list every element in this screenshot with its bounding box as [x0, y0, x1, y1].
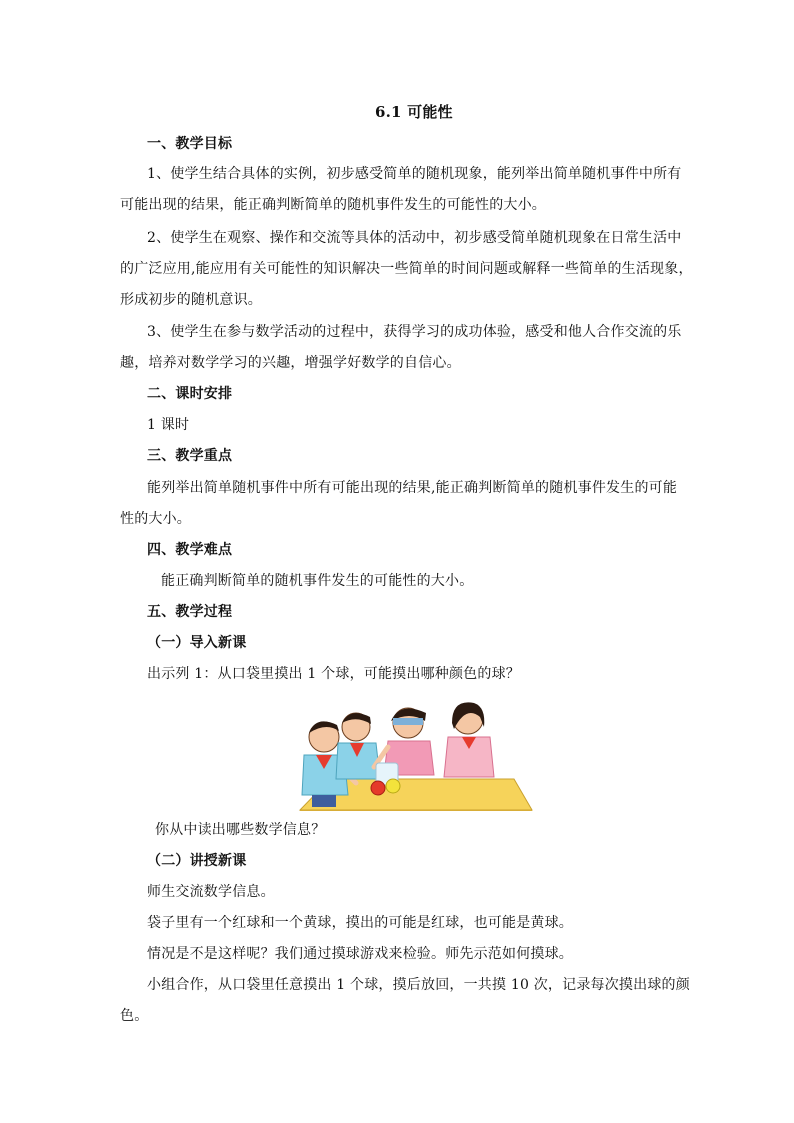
section-heading-process: 五、教学过程	[147, 604, 233, 620]
goal-1-line-2: 可能出现的结果，能正确判断简单的随机事件发生的可能性的大小。	[120, 197, 546, 213]
red-ball	[371, 781, 385, 795]
subsection-heading-intro: （一）导入新课	[147, 635, 247, 651]
lesson-line-1: 师生交流数学信息。	[147, 884, 275, 900]
goal-2-line-2: 的广泛应用,能应用有关可能性的知识解决一些简单的时间问题或解释一些简单的生活现象，	[120, 261, 693, 277]
page-title: 6.1 可能性	[375, 103, 453, 121]
section-heading-goals: 一、教学目标	[147, 136, 233, 152]
yellow-ball	[386, 779, 400, 793]
lesson-line-5: 色。	[120, 1008, 149, 1024]
section-heading-key-points: 三、教学重点	[147, 448, 233, 464]
section-heading-difficulty: 四、教学难点	[147, 542, 233, 558]
goal-3-line-1: 3、使学生在参与数学活动的过程中，获得学习的成功体验，感受和他人合作交流的乐	[147, 324, 682, 340]
goal-3-line-2: 趣，培养对数学学习的兴趣，增强学好数学的自信心。	[120, 355, 461, 371]
goal-2-line-1: 2、使学生在观察、操作和交流等具体的活动中，初步感受简单随机现象在日常生活中	[147, 230, 682, 246]
difficulty-text: 能正确判断简单的随机事件发生的可能性的大小。	[161, 573, 474, 589]
key-points-line-2: 性的大小。	[120, 511, 191, 527]
section-heading-schedule: 二、课时安排	[147, 386, 233, 402]
lesson-line-2: 袋子里有一个红球和一个黄球，摸出的可能是红球，也可能是黄球。	[147, 915, 573, 931]
table-edge	[300, 810, 532, 811]
children-ball-illustration	[292, 697, 534, 811]
question-text: 你从中读出哪些数学信息？	[155, 822, 326, 838]
example-prompt: 出示列 1：从口袋里摸出 1 个球，可能摸出哪种颜色的球？	[147, 666, 520, 682]
schedule-text: 1 课时	[147, 417, 190, 433]
child-girl-2	[444, 702, 494, 777]
goal-2-line-3: 形成初步的随机意识。	[120, 292, 262, 308]
lesson-line-3: 情况是不是这样呢？我们通过摸球游戏来检验。师先示范如何摸球。	[147, 946, 573, 962]
lesson-line-4: 小组合作，从口袋里任意摸出 1 个球，摸后放回，一共摸 10 次，记录每次摸出球的颜	[147, 977, 690, 993]
subsection-heading-new-lesson: （二）讲授新课	[147, 853, 247, 869]
goal-1-line-1: 1、使学生结合具体的实例，初步感受简单的随机现象，能列举出简单随机事件中所有	[147, 166, 682, 182]
key-points-line-1: 能列举出简单随机事件中所有可能出现的结果,能正确判断简单的随机事件发生的可能	[147, 480, 678, 496]
